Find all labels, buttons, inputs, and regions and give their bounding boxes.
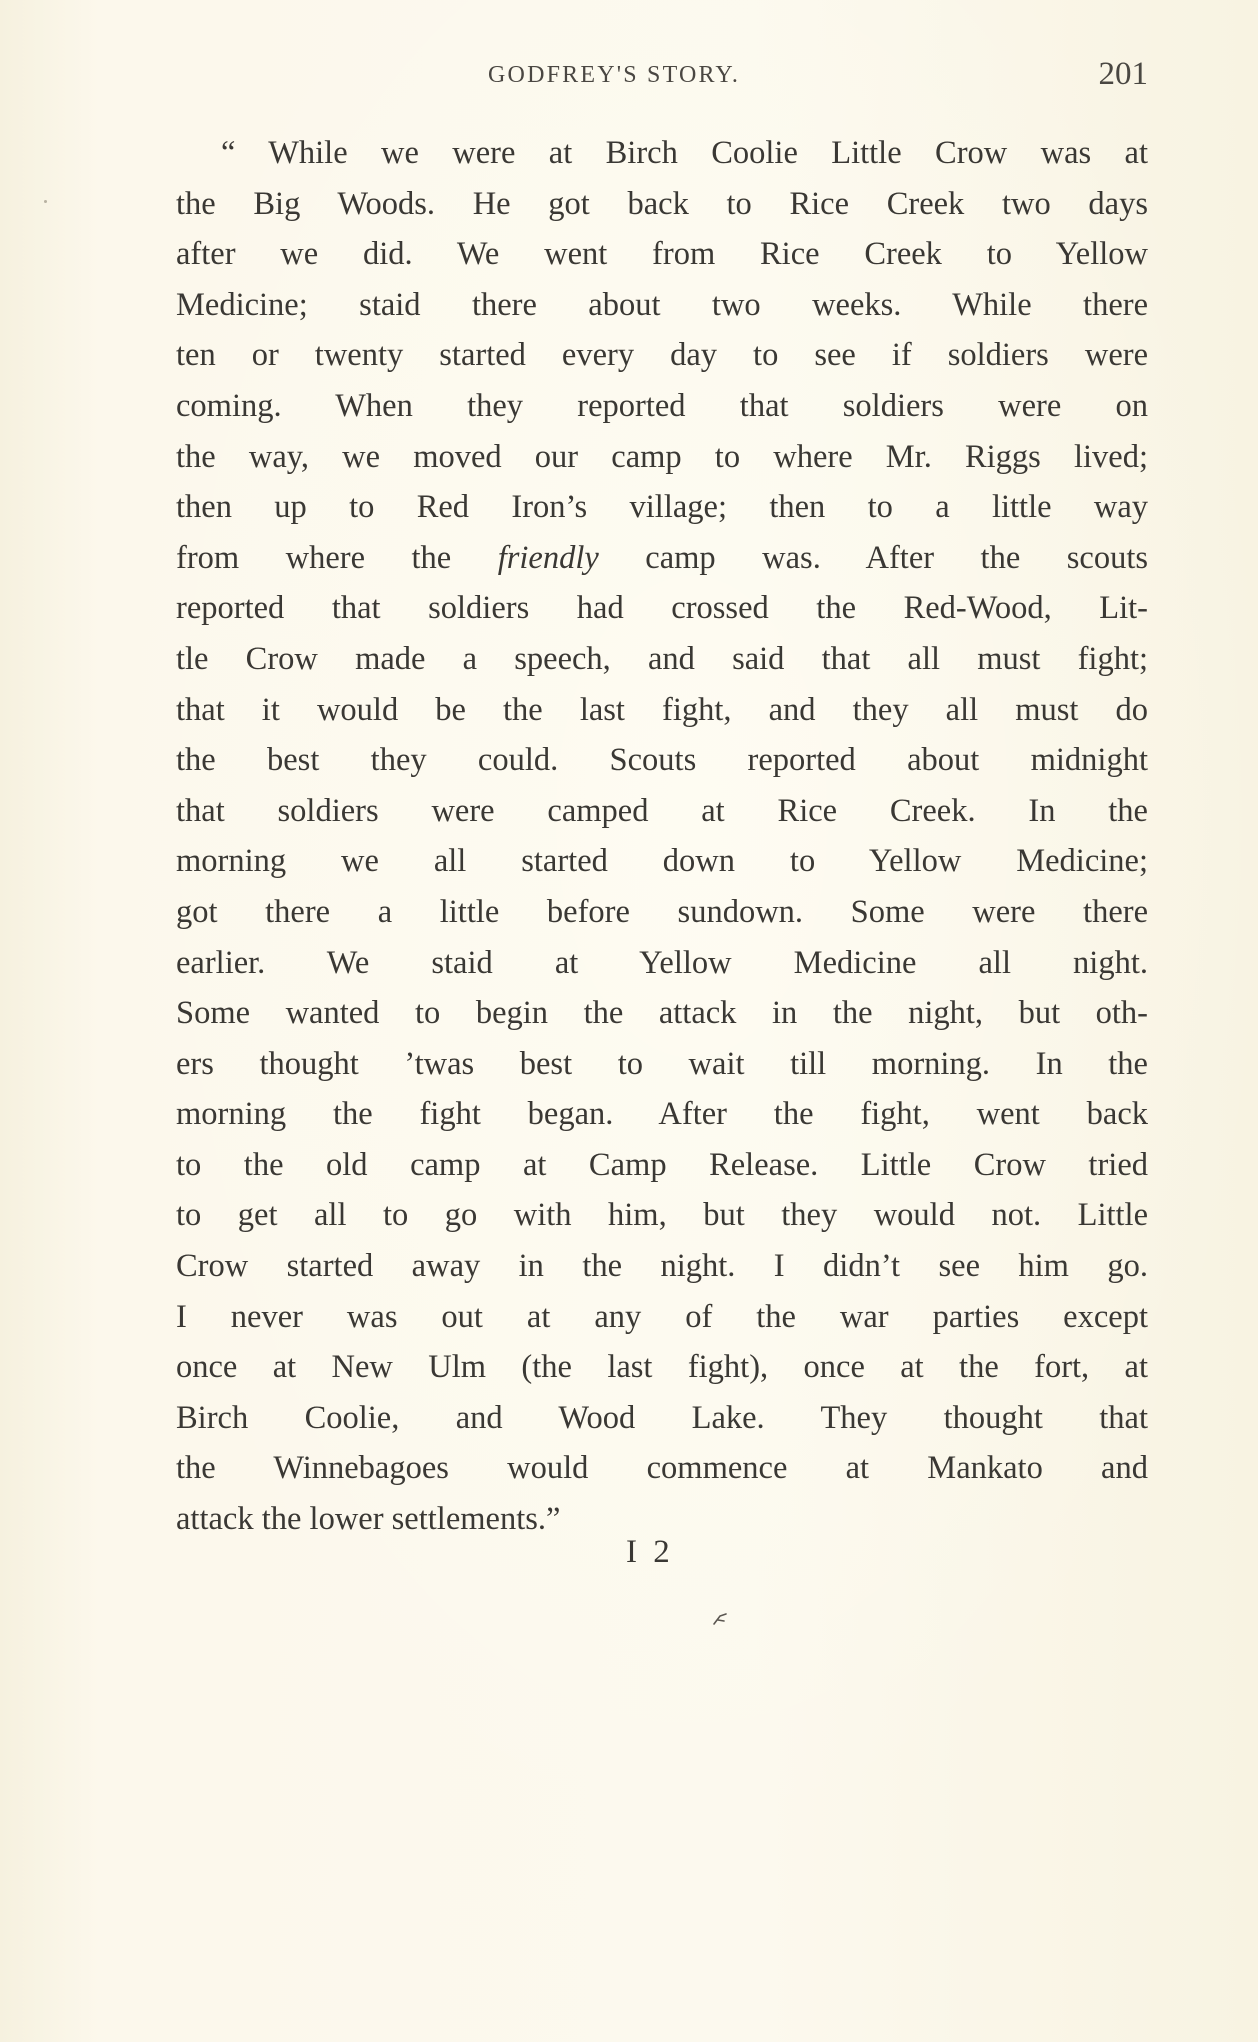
body-text [176, 128, 1148, 1545]
text-line: after we did. We went from Rice Creek to Yellow [176, 236, 1148, 273]
ink-mark-icon [712, 1612, 728, 1626]
text-line: “ While we were at Birch Coolie Little Crow was at [221, 135, 1148, 171]
text-line: to the old camp at Camp Release. Little Crow tried [176, 1146, 1148, 1183]
text-line: the best they could. Scouts reported about midnight [176, 742, 1148, 779]
running-head [176, 56, 1148, 96]
text-line: attack the lower settlements.” [176, 1501, 561, 1538]
italic-word: friendly [497, 539, 599, 576]
text-line: ers thought ’twas best to wait till morning. In the [176, 1045, 1148, 1082]
text-line: the Winnebagoes would commence at Mankato and [176, 1450, 1148, 1487]
text-line: the way, we moved our camp to where Mr. Riggs lived; [176, 438, 1148, 475]
text-line: the Big Woods. He got back to Rice Creek two days [176, 185, 1148, 222]
text-line: once at New Ulm (the last fight), once at the fort, at [176, 1349, 1148, 1386]
text-line: Medicine; staid there about two weeks. While there [176, 286, 1148, 323]
running-title: GODFREY'S STORY. [488, 62, 741, 88]
text-line: I never was out at any of the war parties except [176, 1298, 1148, 1335]
text-line: reported that soldiers had crossed the Red-Wood, Lit- [176, 590, 1148, 627]
text-fragment: camp was. After the scouts [598, 539, 1148, 576]
text-line: morning we all started down to Yellow Medicine; [176, 843, 1148, 880]
text-line: Birch Coolie, and Wood Lake. They thought that [176, 1399, 1148, 1436]
paper-speck [44, 200, 47, 203]
page-number: 201 [1098, 56, 1148, 92]
text-line: earlier. We staid at Yellow Medicine all night. [176, 944, 1148, 981]
text-line: coming. When they reported that soldiers were on [176, 387, 1148, 424]
text-line: tle Crow made a speech, and said that all must fight; [176, 640, 1148, 677]
text-fragment: from where the [176, 539, 498, 576]
text-line: then up to Red Iron’s village; then to a little way [176, 489, 1148, 526]
text-line [176, 533, 1148, 584]
text-line: ten or twenty started every day to see if soldiers were [176, 337, 1148, 374]
text-line: got there a little before sundown. Some were there [176, 893, 1148, 930]
text-line: Crow started away in the night. I didn’t see him go. [176, 1248, 1148, 1285]
text-line: Some wanted to begin the attack in the night, but oth- [176, 995, 1148, 1032]
text-line: that soldiers were camped at Rice Creek. In the [176, 792, 1148, 829]
signature-mark: I 2 [626, 1534, 674, 1570]
text-line: to get all to go with him, but they would not. Little [176, 1197, 1148, 1234]
text-line: that it would be the last fight, and they all must do [176, 691, 1148, 728]
text-line: morning the fight began. After the fight, went back [176, 1096, 1148, 1133]
